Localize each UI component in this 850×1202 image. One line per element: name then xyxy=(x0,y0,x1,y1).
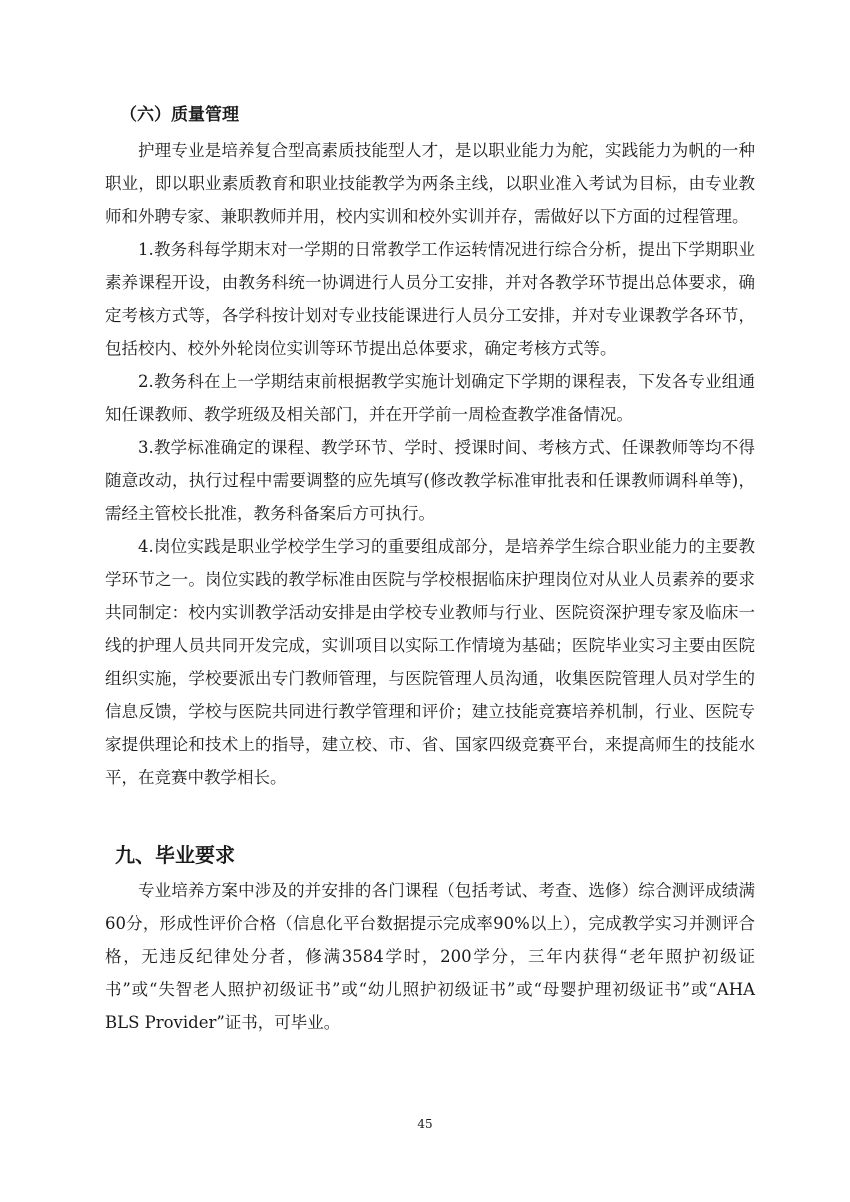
quality-item-2-paragraph: 2.教务科在上一学期结束前根据教学实施计划确定下学期的课程表，下发各专业组通知任课教师、教学班级及相关部门，并在开学前一周检查教学准备情况。 xyxy=(105,372,755,424)
graduation-paragraph: 专业培养方案中涉及的并安排的各门课程（包括考试、考查、选修）综合测评成绩满60分，形成性评价合格（信息化平台数据提示完成率90%以上），完成教学实习并测评合格，无违反纪律处分者，修满3584学时，200学分，三年内获得“老年照护初级证书”或“失智老人照护初级证书”或“幼儿照护初级证书”或“母婴护理初级证书”或“AHA BLS Provider”证书，可毕业。 xyxy=(105,881,755,1032)
section-heading-quality-management: （六）质量管理 xyxy=(120,105,239,125)
section-heading-graduation-requirements: 九、毕业要求 xyxy=(115,843,235,867)
quality-item-3-paragraph: 3.教学标准确定的课程、教学环节、学时、授课时间、考核方式、任课教师等均不得随意改动，执行过程中需要调整的应先填写(修改教学标准审批表和任课教师调科单等)，需经主管校长批准，教务科备案后方可执行。 xyxy=(105,438,755,523)
page-number: 45 xyxy=(417,1117,433,1131)
quality-item-1-paragraph: 1.教务科每学期末对一学期的日常教学工作运转情况进行综合分析，提出下学期职业素养课程开设，由教务科统一协调进行人员分工安排，并对各教学环节提出总体要求，确定考核方式等，各学科按计划对专业技能课进行人员分工安排，并对专业课教学各环节，包括校内、校外外轮岗位实训等环节提出总体要求，确定考核方式等。 xyxy=(105,240,755,358)
quality-management-body xyxy=(105,134,755,794)
quality-item-4-paragraph: 4.岗位实践是职业学校学生学习的重要组成部分，是培养学生综合职业能力的主要教学环节之一。岗位实践的教学标准由医院与学校根据临床护理岗位对从业人员素养的要求共同制定：校内实训教学活动安排是由学校专业教师与行业、医院资深护理专家及临床一线的护理人员共同开发完成，实训项目以实际工作情境为基础；医院毕业实习主要由医院组织实施，学校要派出专门教师管理，与医院管理人员沟通，收集医院管理人员对学生的信息反馈，学校与医院共同进行教学管理和评价；建立技能竞赛培养机制，行业、医院专家提供理论和技术上的指导，建立校、市、省、国家四级竞赛平台，来提高师生的技能水平，在竞赛中教学相长。 xyxy=(105,537,755,787)
quality-intro-paragraph: 护理专业是培养复合型高素质技能型人才，是以职业能力为舵，实践能力为帆的一种职业，即以职业素质教育和职业技能教学为两条主线，以职业准入考试为目标，由专业教师和外聘专家、兼职教师并用，校内实训和校外实训并存，需做好以下方面的过程管理。 xyxy=(105,141,755,226)
graduation-requirements-body xyxy=(105,874,755,1039)
